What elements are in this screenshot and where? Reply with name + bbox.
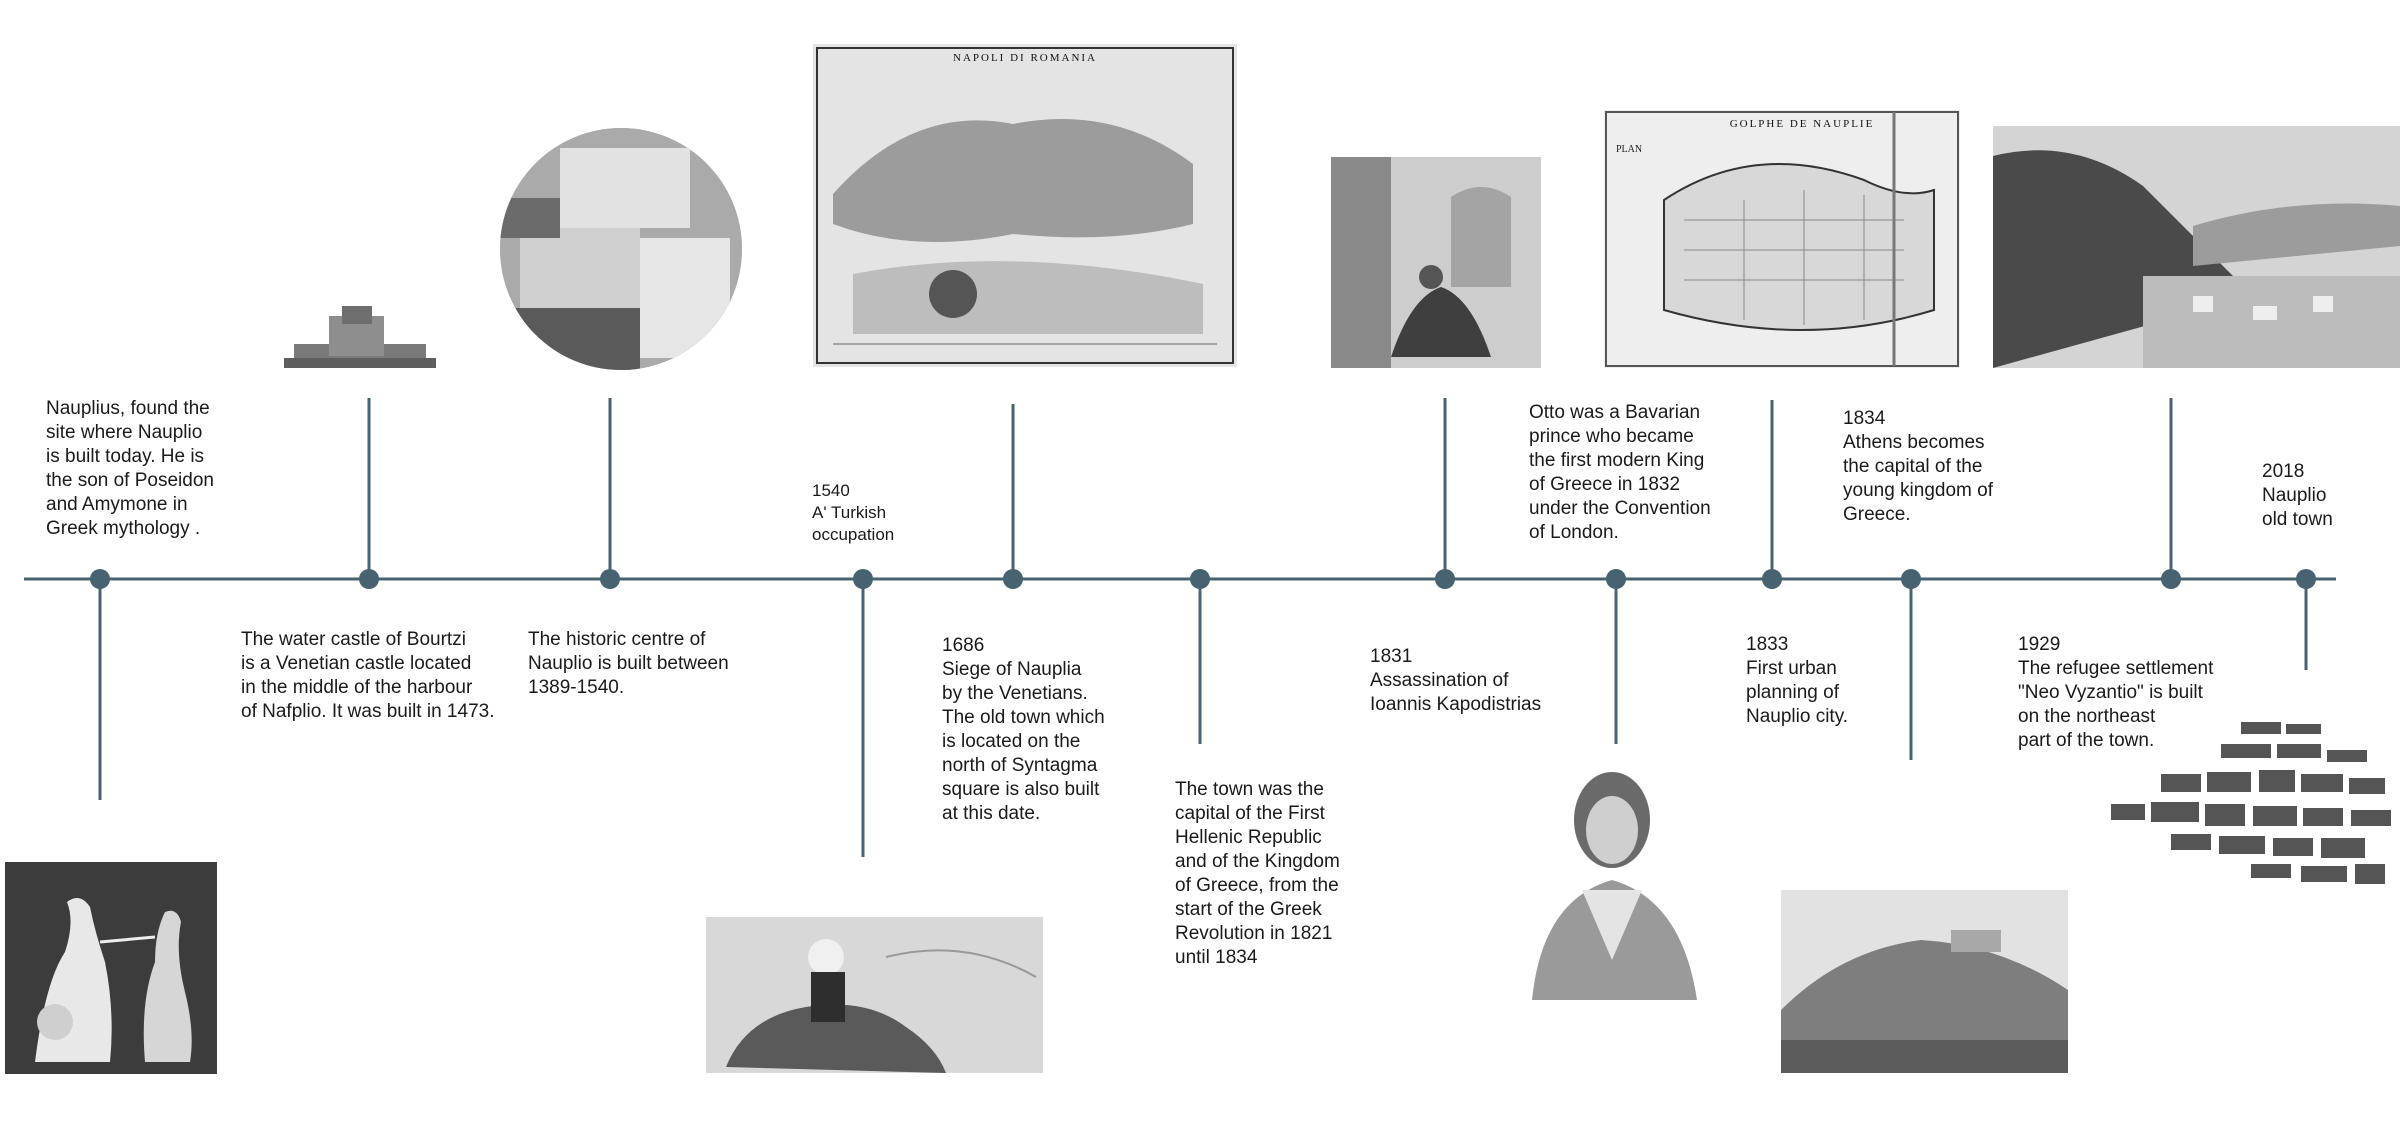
label-turkish: 1540 A' Turkish occupation [812, 481, 895, 544]
label-urban-planning: 1833 First urban planning of Nauplio city. [1746, 634, 1849, 727]
label-siege: 1686 Siege of Nauplia by the Venetians. The old town which is located on the north of Syntagma square is also built at this date. [942, 635, 1105, 824]
vase-painting-image [5, 862, 217, 1074]
bourtzi-castle-image [284, 304, 436, 368]
node-nauplius [90, 569, 110, 589]
sultan-horseback-image [706, 917, 1043, 1073]
label-assassination: 1831 Assassination of Ioannis Kapodistrias [1370, 646, 1542, 715]
node-turkish [853, 569, 873, 589]
label-bourtzi: The water castle of Bourtzi is a Venetian castle located in the middle of the harbour of Nafplio. It was built in 1473. [241, 629, 495, 722]
node-athens [1901, 569, 1921, 589]
napoli-di-romania-engraving [813, 44, 1237, 367]
nauplio-panorama-photo [1993, 126, 2400, 368]
plan-side-label: PLAN [1616, 144, 1643, 155]
refugee-settlement-plan [2101, 714, 2400, 895]
label-capital: The town was the capital of the First Hellenic Republic and of the Kingdom of Greece, from the start of the Greek Revolution in 1821 until 1834 [1175, 779, 1340, 968]
node-old-town [2296, 569, 2316, 589]
plan-title: GOLPHE DE NAUPLIE [1729, 118, 1875, 130]
historic-centre-photo [500, 128, 742, 370]
node-bourtzi [359, 569, 379, 589]
label-otto: Otto was a Bavarian prince who became the first modern King of Greece in 1832 under the Convention of London. [1529, 402, 1711, 543]
node-assassination [1435, 569, 1455, 589]
label-historic-centre: The historic centre of Nauplio is built between 1389-1540. [528, 629, 729, 698]
label-athens: 1834 Athens becomes the capital of the young kingdom of Greece. [1843, 408, 1993, 525]
node-refugee [2161, 569, 2181, 589]
label-old-town: 2018 Nauplio old town [2262, 461, 2333, 530]
node-urban-planning [1762, 569, 1782, 589]
acropolis-photo [1781, 890, 2068, 1073]
assassination-engraving [1331, 157, 1541, 368]
label-nauplius: Nauplius, found the site where Nauplio is built today. He is the son of Poseidon and Amymone in Greek mythology . [46, 398, 214, 539]
node-capital [1190, 569, 1210, 589]
urban-plan-map [1604, 110, 1960, 368]
node-otto [1606, 569, 1626, 589]
node-siege [1003, 569, 1023, 589]
otto-portrait [1512, 760, 1717, 1000]
label-refugee: 1929 The refugee settlement "Neo Vyzantio" is built on the northeast part of the town. [2018, 634, 2214, 751]
engraving-title: NAPOLI DI ROMANIA [953, 52, 1097, 64]
node-historic-centre [600, 569, 620, 589]
